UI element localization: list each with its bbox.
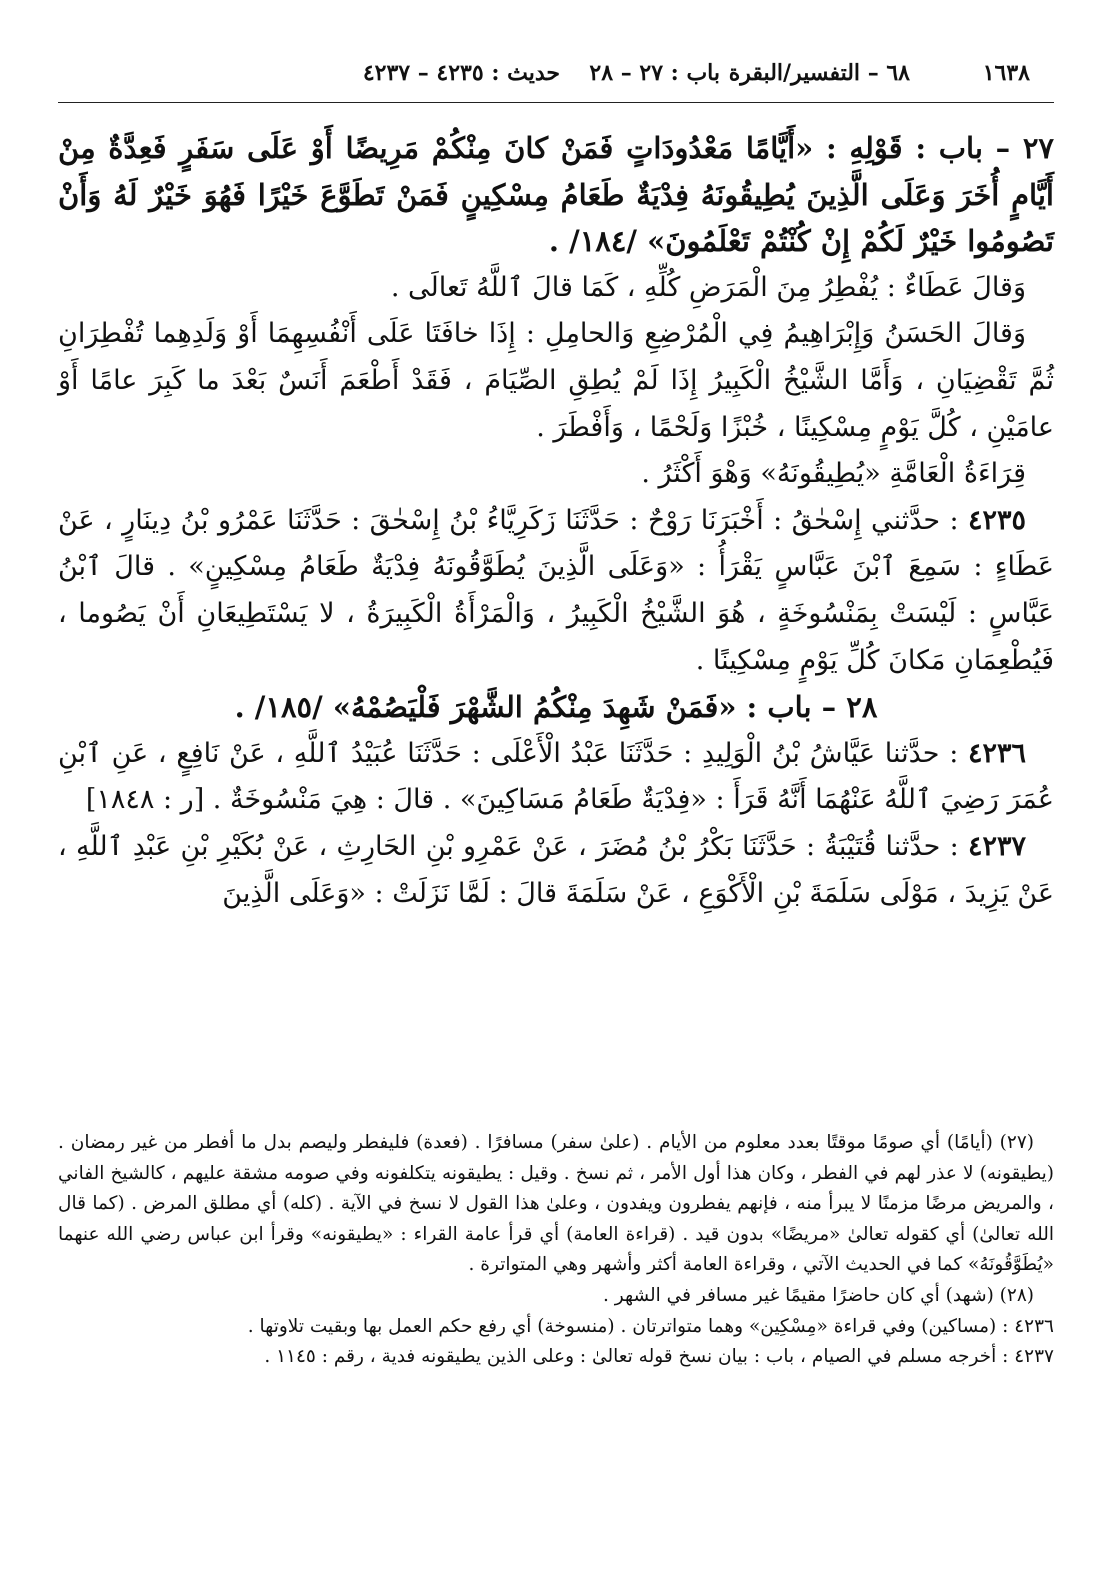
footnote-4237: ٤٢٣٧ : أخرجه مسلم في الصيام ، باب : بيان نسخ قوله تعالىٰ : وعلى الذين يطيقونه فدية ، رقم : ١١٤٥ .	[264, 1346, 1054, 1368]
bab-range: باب : ٢٧ – ٢٨	[589, 60, 720, 86]
qiraah-paragraph: قِرَاءَةُ الْعَامَّةِ «يُطِيقُونَهُ» وَهْوَ أَكْثَرُ .	[641, 458, 1026, 490]
hadith-4236	[58, 731, 1054, 824]
page-number: ١٦٣٨	[982, 60, 1030, 86]
book-title: ٦٨ – التفسير/البقرة	[728, 60, 910, 86]
hadith-4237-number: ٤٢٣٧	[967, 830, 1026, 862]
hadith-4237	[58, 824, 1054, 917]
header-rule	[58, 102, 1054, 103]
hasan-paragraph: وَقالَ الحَسَنُ وَإِبْرَاهِيمُ فِي الْمُرْضِعِ وَالحامِلِ : إِذَا خافَتَا عَلَى أَنْفُسِهِمَا أَوْ وَلَدِهِما تُفْطِرَانِ ثُمَّ تَقْضِيَانِ ، وَأَمَّا الشَّيْخُ الْكَبِيرُ إِذَا لَمْ يُطِقِ الصِّيَامَ ، فَقَدْ أَطْعَمَ أَنَسٌ بَعْدَ ما كَبِرَ عامًا أَوْ عامَيْنِ ، كُلَّ يَوْمٍ مِسْكِينًا ، خُبْزًا وَلَحْمًا ، وَأَفْطَرَ .	[58, 318, 1054, 443]
hadith-4235-number: ٤٢٣٥	[967, 504, 1026, 536]
hadith-4237-text: : حدَّثنا قُتَيْبَةُ : حَدَّثَنَا بَكْرُ بْنُ مُضَرَ ، عَنْ عَمْرِو بْنِ الحَارِثِ ، عَنْ بُكَيْرِ بْنِ عَبْدِ ٱللَّهِ ، عَنْ يَزِيدَ ، مَوْلَى سَلَمَةَ بْنِ الْأَكْوَعِ ، عَنْ سَلَمَةَ قالَ : لَمَّا نَزَلَتْ : «وَعَلَى الَّذِينَ	[58, 830, 1054, 909]
footnotes	[58, 1128, 1054, 1373]
footnote-28: (٢٨) (شهد) أي كان حاضرًا مقيمًا غير مسافر في الشهر .	[603, 1284, 1034, 1306]
page-header	[230, 54, 1030, 94]
ata-paragraph: وَقالَ عَطَاءٌ : يُفْطِرُ مِنَ الْمَرَضِ كُلِّهِ ، كَمَا قالَ ٱللَّهُ تَعالَى .	[390, 271, 1026, 303]
footnote-27: (٢٧) (أيامًا) أي صومًا موقتًا بعدد معلوم من الأيام . (علىٰ سفر) مسافرًا . (فعدة) فليفطر وليصم بدل ما أفطر من غير رمضان . (يطيقونه) لا عذر لهم في الفطر ، وكان هذا أول الأمر ، ثم نسخ . وقيل : يطيقونه يتكلفونه وفي صومه مشقة عليهم ، كالشيخ الفاني ، والمريض مرضًا مزمنًا لا يبرأ منه ، فإنهم يفطرون ويفدون ، وعلىٰ هذا القول لا نسخ في الآية . (كله) أي مطلق المرض . (كما قال الله تعالىٰ) أي كقوله تعالىٰ «مريضًا» بدون قيد . (قراءة العامة) أي قرأ عامة القراء : «يطيقونه» وقرأ ابن عباس رضي الله عنهما «يُطَوَّقُونَهُ» كما في الحديث الآتي ، وقراءة العامة أكثر وأشهر وهي المتواترة .	[58, 1132, 1054, 1276]
bab-27-heading: ٢٧ – باب : قَوْلِهِ : «أَيَّامًا مَعْدُودَاتٍ فَمَنْ كانَ مِنْكُمْ مَرِيضًا أَوْ عَلَى سَفَرٍ فَعِدَّةٌ مِنْ أَيَّامٍ أُخَرَ وَعَلَى الَّذِينَ يُطِيقُونَهُ فِدْيَةٌ طَعَامُ مِسْكِينٍ فَمَنْ تَطَوَّعَ خَيْرًا فَهُوَ خَيْرٌ لَهُ وَأَنْ تَصُومُوا خَيْرٌ لَكُمْ إِنْ كُنْتُمْ تَعْلَمُونَ» /١٨٤/ .	[58, 131, 1054, 259]
hadith-4235	[58, 498, 1054, 684]
hadith-4236-text: : حدَّثنا عَيَّاشُ بْنُ الْوَلِيدِ : حَدَّثَنَا عَبْدُ الْأَعْلَى : حَدَّثَنَا عُبَيْدُ ٱللَّهِ ، عَنْ نَافِعٍ ، عَنِ ٱبْنِ عُمَرَ رَضِيَ ٱللَّهُ عَنْهُمَا أَنَّهُ قَرَأَ : «فِدْيَةٌ طَعَامُ مَسَاكِينَ» . قالَ : هِيَ مَنْسُوخَةٌ . [ر : ١٨٤٨]	[58, 737, 1054, 816]
hadith-4235-text: : حدَّثني إِسْحٰقُ : أَخْبَرَنَا رَوْحٌ : حَدَّثَنَا زَكَرِيَّاءُ بْنُ إِسْحٰقَ : حَدَّثَنَا عَمْرُو بْنُ دِينَارٍ ، عَنْ عَطَاءٍ : سَمِعَ ٱبْنَ عَبَّاسٍ يَقْرَأُ : «وَعَلَى الَّذِينَ يُطَوَّقُونَهُ فِدْيَةٌ طَعَامُ مِسْكِينٍ» . قالَ ٱبْنُ عَبَّاسٍ : لَيْسَتْ بِمَنْسُوخَةٍ ، هُوَ الشَّيْخُ الْكَبِيرُ ، وَالْمَرْأَةُ الْكَبِيرَةُ ، لا يَسْتَطِيعَانِ أَنْ يَصُوما ، فَيُطْعِمَانِ مَكانَ كُلِّ يَوْمٍ مِسْكِينًا .	[58, 504, 1054, 676]
hadith-range: حديث : ٤٢٣٥ – ٤٢٣٧	[362, 60, 560, 86]
hadith-4236-number: ٤٢٣٦	[967, 737, 1026, 769]
bab-28-heading: ٢٨ – باب : «فَمَنْ شَهِدَ مِنْكُمُ الشَّهْرَ فَلْيَصُمْهُ» /١٨٥/ .	[234, 690, 878, 725]
main-text	[58, 125, 1054, 917]
footnote-4236: ٤٢٣٦ : (مساكين) وفي قراءة «مِسْكِين» وهما متواترتان . (منسوخة) أي رفع حكم العمل بها وبقيت تلاوتها .	[247, 1315, 1054, 1337]
